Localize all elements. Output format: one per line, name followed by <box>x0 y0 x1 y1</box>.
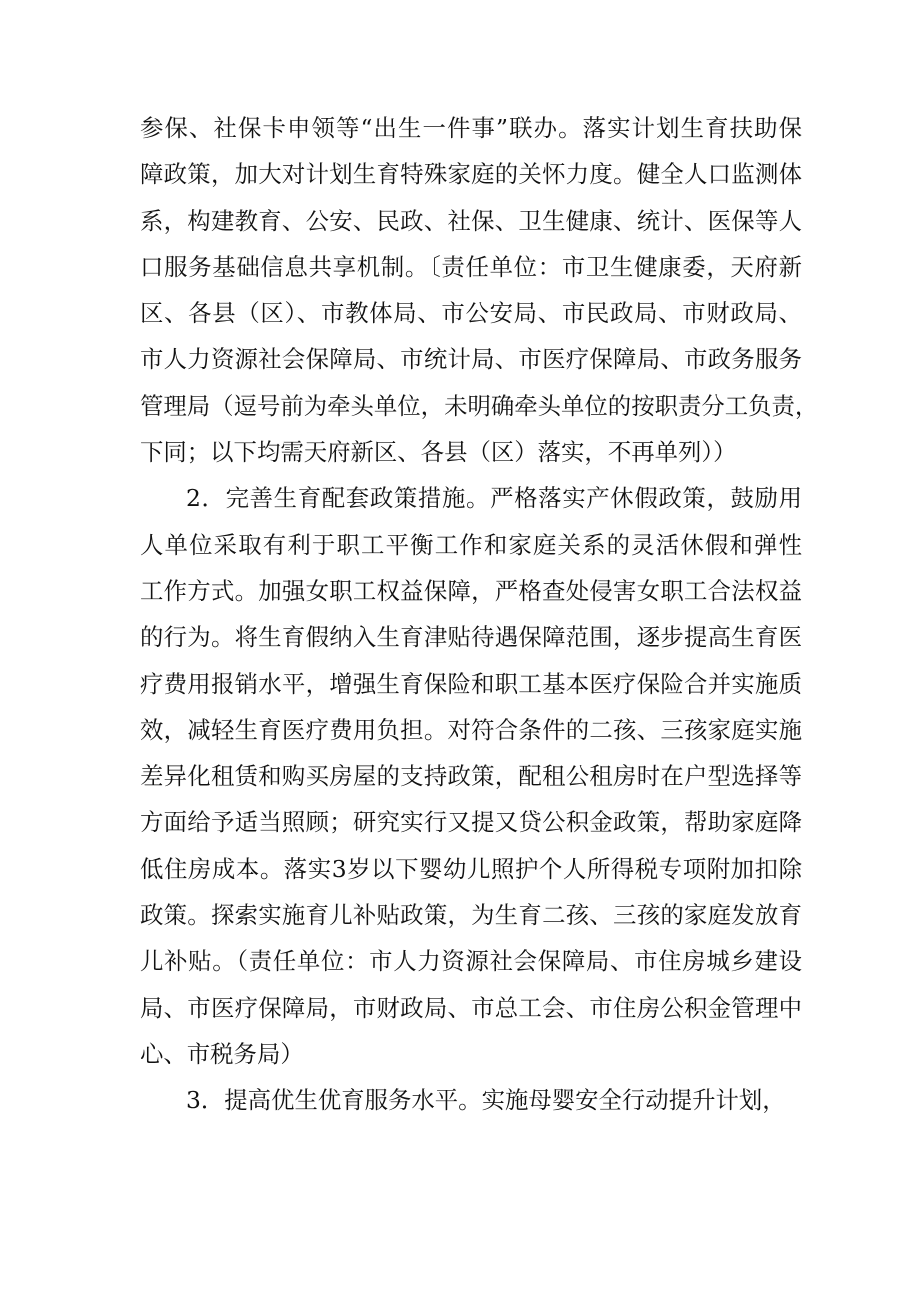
text-line: 区、各县（区）、市教体局、市公安局、市民政局、市财政局、 <box>140 299 802 328</box>
text-line: 儿补贴。（责任单位：市人力资源社会保障局、市住房城乡建设 <box>140 947 802 976</box>
paragraph-2 <box>140 475 802 1077</box>
text-line: 市人力资源社会保障局、市统计局、市医疗保障局、市政务服务 <box>140 345 802 374</box>
text-line: 管理局（逗号前为牵头单位，未明确牵头单位的按职责分工负责， <box>140 391 819 420</box>
text-line: 工作方式。加强女职工权益保障，严格查处侵害女职工合法权益 <box>140 576 802 605</box>
text-line: 下同；以下均需天府新区、各县（区）落实，不再单列）） <box>140 438 737 467</box>
text-line: 参保、社保卡申领等“出生一件事”联办。落实计划生育扶助保 <box>140 114 802 142</box>
text-line: 政策。探索实施育儿补贴政策，为生育二孩、三孩的家庭发放育 <box>140 901 802 930</box>
text-line: 的行为。将生育假纳入生育津贴待遇保障范围，逐步提高生育医 <box>140 623 802 652</box>
text-line: 低住房成本。落实3岁以下婴幼儿照护个人所得税专项附加扣除 <box>140 854 802 883</box>
text-line: 系，构建教育、公安、民政、社保、卫生健康、统计、医保等人 <box>140 206 802 235</box>
document-page <box>140 105 819 1124</box>
text-line: 局、市医疗保障局，市财政局、市总工会、市住房公积金管理中 <box>140 993 802 1022</box>
paragraph-1 <box>140 105 819 475</box>
text-line: 2．完善生育配套政策措施。严格落实产休假政策，鼓励用 <box>186 484 802 513</box>
text-line: 人单位采取有利于职工平衡工作和家庭关系的灵活休假和弹性 <box>140 530 802 559</box>
text-line: 方面给予适当照顾；研究实行又提又贷公积金政策，帮助家庭降 <box>140 808 802 837</box>
text-line: 差异化租赁和购买房屋的支持政策，配租公租房时在户型选择等 <box>140 762 802 791</box>
text-line: 障政策，加大对计划生育特殊家庭的关怀力度。健全人口监测体 <box>140 160 802 189</box>
text-line: 心、市税务局） <box>140 1039 304 1068</box>
text-line: 口服务基础信息共享机制。〔责任单位：市卫生健康委，天府新 <box>140 252 802 281</box>
paragraph-3 <box>140 1077 802 1123</box>
text-line: 疗费用报销水平，增强生育保险和职工基本医疗保险合并实施质 <box>140 669 802 698</box>
text-line: 效，减轻生育医疗费用负担。对符合条件的二孩、三孩家庭实施 <box>140 715 802 744</box>
text-line: 3．提高优生优育服务水平。实施母婴安全行动提升计划， <box>186 1086 786 1115</box>
